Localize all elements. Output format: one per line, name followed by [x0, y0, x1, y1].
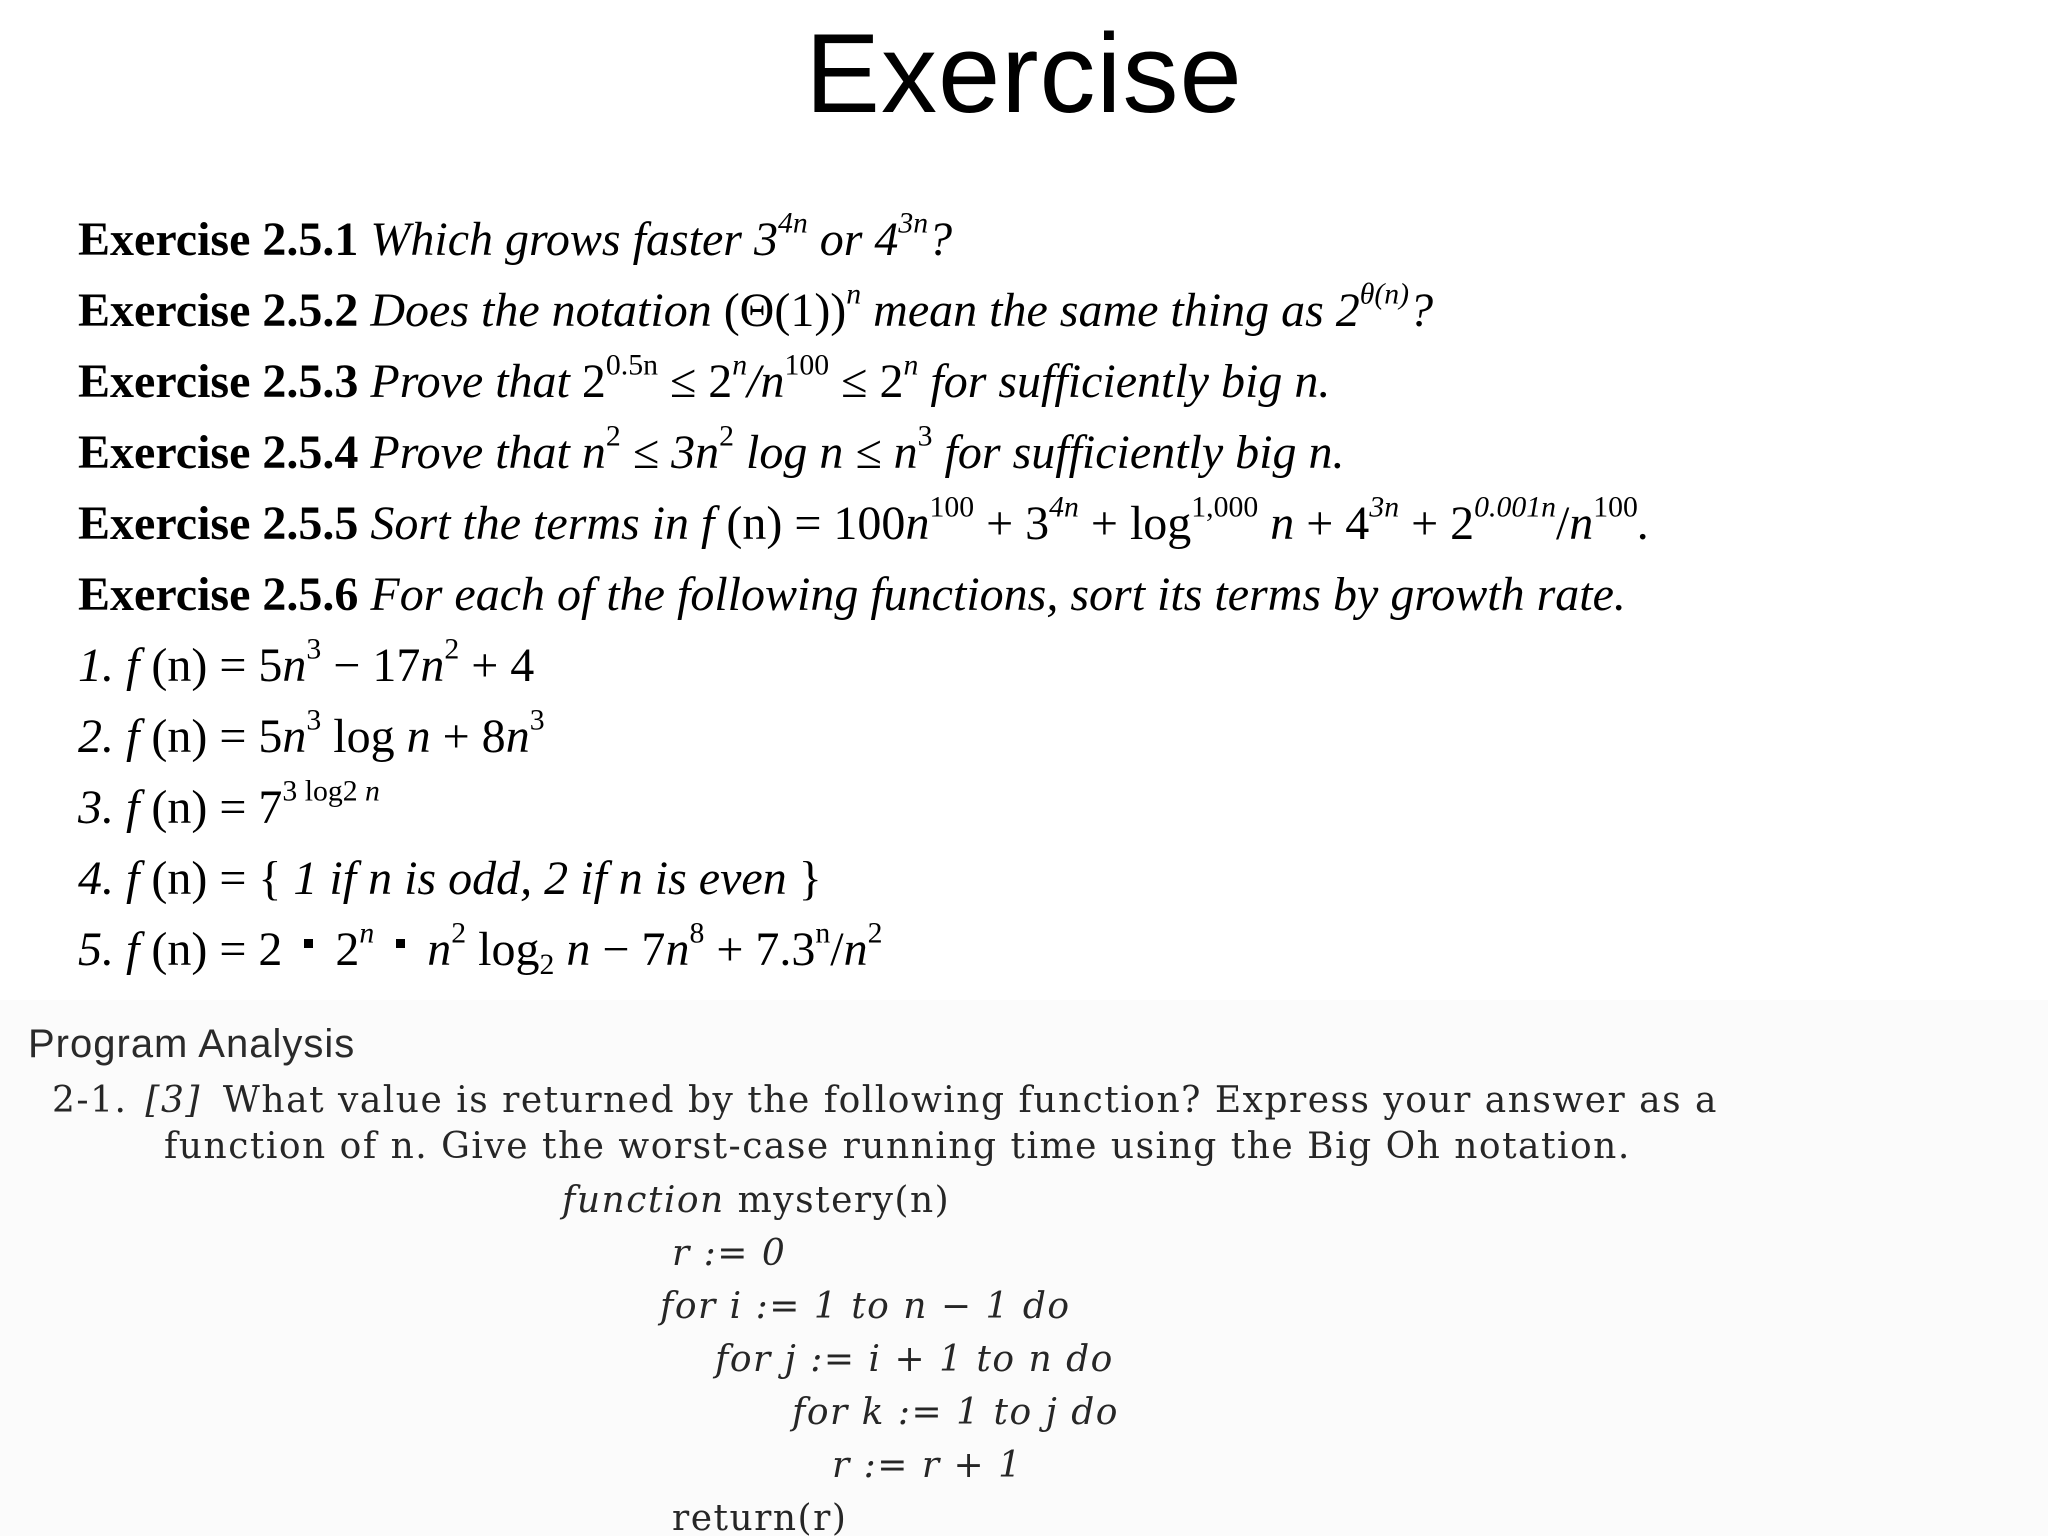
exercise-list [78, 206, 2018, 991]
exercise-2-5-2 [78, 277, 2018, 352]
function-item-4: 4. f (n) = { 1 if n is odd, 2 if n is even } [78, 852, 822, 905]
code-line-function: function mystery(n) [562, 1180, 951, 1221]
problem-number: 2-1. [52, 1080, 128, 1121]
code-line-increment: r := r + 1 [832, 1445, 1023, 1486]
function-item-5: 5. f (n) = 2 2$^n$ $n^2$ $\log_2 n - 7n^8 + 7.3^n/n^2$ [78, 916, 883, 981]
function-item-3: 3. f $(n) = 7^{3 log2 n}$ [78, 774, 380, 834]
program-analysis-section [0, 1000, 2048, 1539]
code-line-for-i: for i := 1 to n − 1 do [660, 1286, 1071, 1327]
exercise-label: Exercise 2.5.2 [78, 284, 359, 337]
exercise-2-5-4 [78, 419, 2018, 494]
exercise-text: Does the notation $(\Theta(1))^n$ mean the same thing as $2^{\theta(n)}$? [370, 277, 1434, 337]
problem-line-1: What value is returned by the following function? Express your answer as a [222, 1080, 1719, 1121]
exercise-text: Prove that $2^{0.5n} \le 2^n/n^{100} \le 2^n$ for sufficiently big n. [370, 348, 1331, 408]
exercise-text: Sort the terms in f $(n) = 100n^{100} + 3^{4n} + \log^{1,000} n + 4^{3n} + 2^{0.001n}/n^{100}$. [370, 490, 1650, 550]
bullet-dot-icon [304, 939, 313, 948]
exercise-text: For each of the following functions, sort its terms by growth rate. [370, 568, 1626, 621]
program-analysis-heading: Program Analysis [28, 1022, 356, 1066]
exercise-label: Exercise 2.5.6 [78, 568, 359, 621]
exercise-2-5-5 [78, 490, 2018, 565]
problem-points: [3] [145, 1080, 201, 1121]
exercise-text: Prove that $n^2 \le 3n^2$ $\log n \le n^3$ for sufficiently big n. [370, 419, 1345, 479]
function-item-2: 2. f $(n) = 5n^3$ $\log n + 8n^3$ [78, 703, 545, 763]
exercise-2-5-6 [78, 565, 2018, 636]
exercise-2-5-1 [78, 206, 2018, 281]
exercise-text: Which grows faster $3^{4n}$ or $4^{3n}$? [370, 206, 953, 266]
exercise-label: Exercise 2.5.4 [78, 426, 359, 479]
bullet-dot-icon [396, 939, 405, 948]
exercise-label: Exercise 2.5.5 [78, 497, 359, 550]
code-line-init: r := 0 [672, 1233, 787, 1274]
problem-line-2: function of n. Give the worst-case running time using the Big Oh notation. [164, 1126, 1631, 1167]
exercise-label: Exercise 2.5.3 [78, 355, 359, 408]
problem-2-1 [52, 1078, 2012, 1170]
code-line-for-k: for k := 1 to j do [792, 1392, 1119, 1433]
exercise-2-5-3 [78, 348, 2018, 423]
code-line-return: return(r) [672, 1498, 848, 1539]
slide-title: Exercise [805, 11, 1243, 136]
exercise-label: Exercise 2.5.1 [78, 213, 359, 266]
code-line-for-j: for j := i + 1 to n do [715, 1339, 1114, 1380]
function-item-1: 1. f $(n) = 5n^3 - 17n^2 + 4$ [78, 632, 535, 692]
